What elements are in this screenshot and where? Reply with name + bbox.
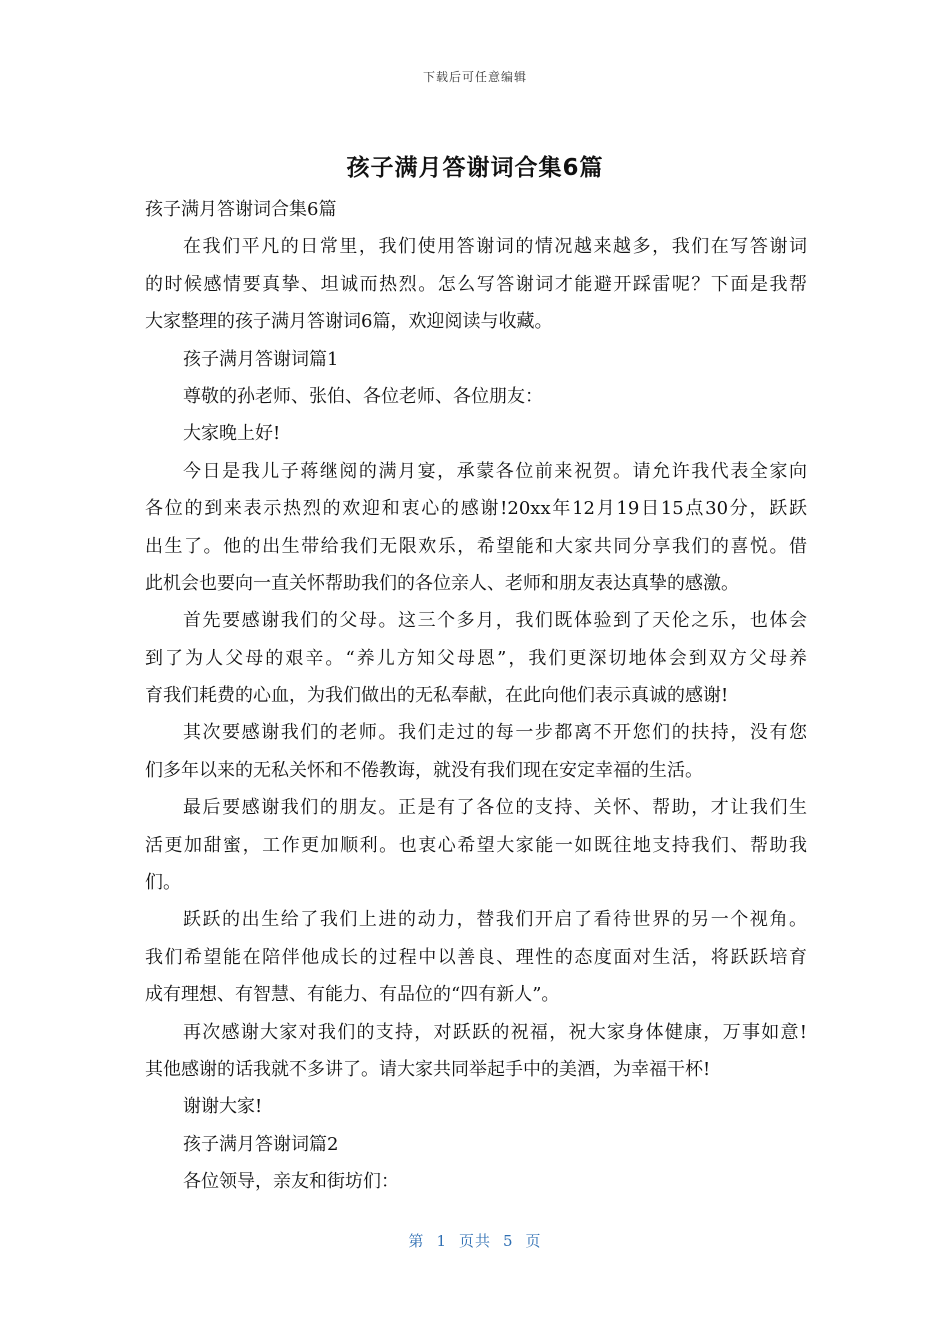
- subtitle-line: 孩子满月答谢词合集6篇: [145, 199, 337, 220]
- paragraph-line: 到了为人父母的艰辛。“养儿方知父母恩”，我们更深切地体会到双方父母养: [145, 647, 807, 669]
- footer-middle: 页共: [458, 1232, 491, 1250]
- closing-line: 谢谢大家!: [183, 1096, 263, 1118]
- paragraph-line: 大家整理的孩子满月答谢词6篇，欢迎阅读与收藏。: [145, 311, 553, 333]
- paragraph-line: 育我们耗费的心血，为我们做出的无私奉献，在此向他们表示真诚的感谢!: [145, 685, 729, 707]
- total-pages: 5: [503, 1232, 514, 1250]
- section-heading: 孩子满月答谢词篇1: [183, 348, 339, 370]
- salutation-line: 各位领导，亲友和街坊们：: [183, 1171, 399, 1193]
- page-number: 1: [436, 1232, 447, 1250]
- paragraph-line: 活更加甜蜜，工作更加顺利。也衷心希望大家能一如既往地支持我们、帮助我: [145, 834, 807, 856]
- paragraph-line: 此机会也要向一直关怀帮助我们的各位亲人、老师和朋友表达真挚的感激。: [145, 572, 739, 594]
- paragraph-line: 今日是我儿子蒋继阅的满月宴，承蒙各位前来祝贺。请允许我代表全家向: [183, 460, 807, 482]
- paragraph-line: 们。: [145, 872, 181, 894]
- paragraph-line: 们多年以来的无私关怀和不倦教诲，就没有我们现在安定幸福的生活。: [145, 759, 703, 781]
- footer-prefix: 第: [408, 1232, 425, 1250]
- paragraph-line: 各位的到来表示热烈的欢迎和衷心的感谢!20xx年12月19日15点30分，跃跃: [145, 498, 807, 520]
- document-title: 孩子满月答谢词合集6篇: [346, 155, 604, 181]
- paragraph-line: 的时候感情要真挚、坦诚而热烈。怎么写答谢词才能避开踩雷呢？下面是我帮: [145, 273, 807, 295]
- paragraph-line: 出生了。他的出生带给我们无限欢乐，希望能和大家共同分享我们的喜悦。借: [145, 535, 807, 557]
- paragraph-line: 最后要感谢我们的朋友。正是有了各位的支持、关怀、帮助，才让我们生: [183, 797, 807, 819]
- document-body: [145, 191, 807, 1201]
- paragraph-line: 首先要感谢我们的父母。这三个多月，我们既体验到了天伦之乐，也体会: [183, 610, 807, 632]
- paragraph-line: 成有理想、有智慧、有能力、有品位的“四有新人”。: [145, 984, 560, 1006]
- footer-suffix: 页: [525, 1232, 542, 1250]
- paragraph-line: 跃跃的出生给了我们上进的动力，替我们开启了看待世界的另一个视角。: [183, 909, 807, 931]
- page-footer: [0, 1230, 950, 1251]
- paragraph-line: 其次要感谢我们的老师。我们走过的每一步都离不开您们的扶持，没有您: [183, 722, 807, 744]
- paragraph-line: 我们希望能在陪伴他成长的过程中以善良、理性的态度面对生活，将跃跃培育: [145, 946, 807, 968]
- greeting-line: 大家晚上好!: [183, 423, 281, 445]
- section-heading: 孩子满月答谢词篇2: [183, 1133, 339, 1155]
- paragraph-line: 在我们平凡的日常里，我们使用答谢词的情况越来越多，我们在写答谢词: [183, 236, 807, 258]
- paragraph-line: 其他感谢的话我就不多讲了。请大家共同举起手中的美酒，为幸福干杯!: [145, 1058, 711, 1080]
- salutation-line: 尊敬的孙老师、张伯、各位老师、各位朋友：: [183, 385, 543, 407]
- paragraph-line: 再次感谢大家对我们的支持，对跃跃的祝福，祝大家身体健康，万事如意!: [183, 1021, 807, 1043]
- download-note: 下载后可任意编辑: [422, 70, 527, 84]
